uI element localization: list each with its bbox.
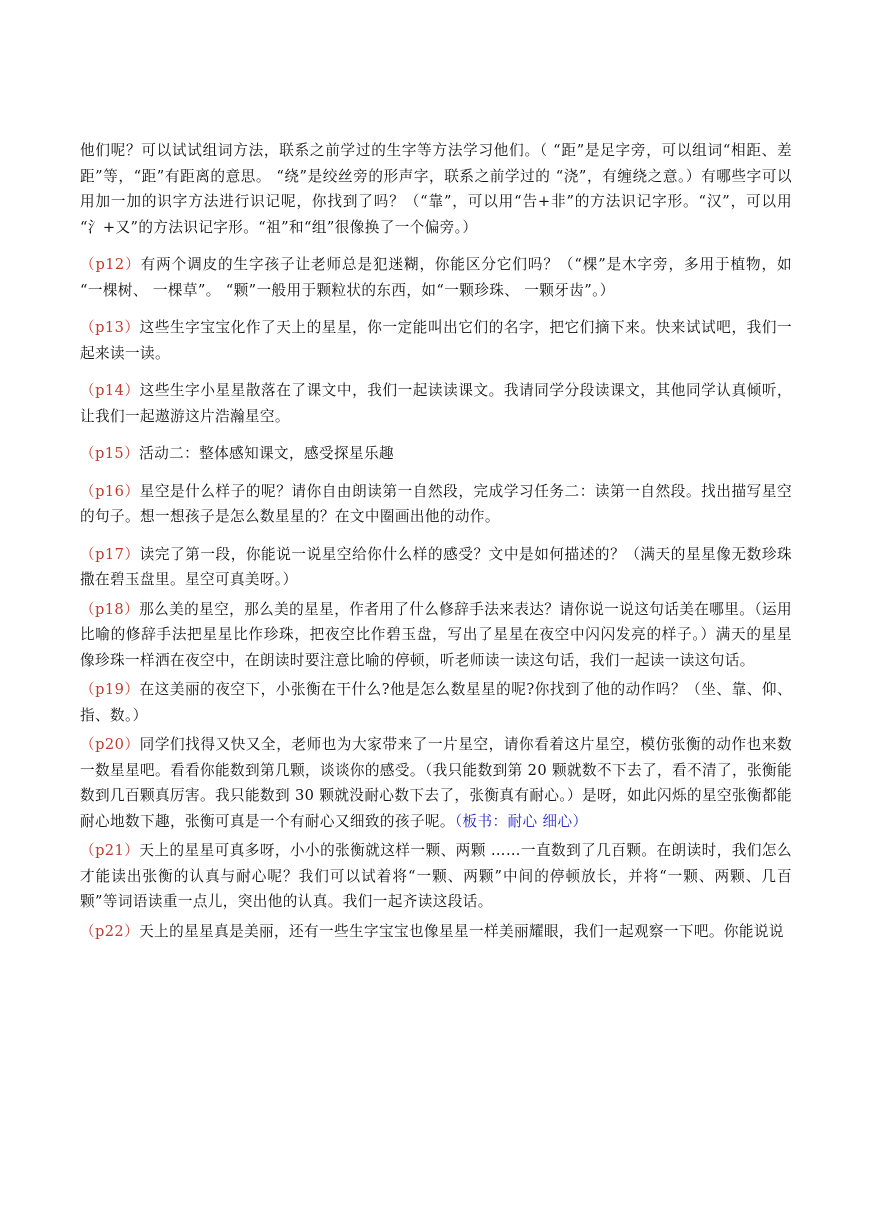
slide-tag: （p21） xyxy=(80,842,140,859)
paragraph-text: 星空是什么样子的呢？请你自由朗读第一自然段，完成学习任务二：读第一自然段。找出描写星空的句子。想一想孩子是怎么数星星的？在文中圈画出他的动作。 xyxy=(80,482,792,525)
paragraph-p19 xyxy=(80,677,792,728)
paragraph-p15 xyxy=(80,441,792,467)
slide-tag: （p16） xyxy=(80,482,140,500)
paragraph-p18 xyxy=(80,597,792,674)
paragraph-p20 xyxy=(80,732,792,834)
slide-tag: （p12） xyxy=(80,256,141,273)
paragraph-text: 在这美丽的夜空下，小张衡在干什么?他是怎么数星星的呢?你找到了他的动作吗？（坐、靠、仰、指、数。） xyxy=(80,681,792,724)
slide-tag: （p13） xyxy=(80,319,140,336)
paragraph-text: 活动二：整体感知课文，感受探星乐趣 xyxy=(139,445,395,462)
document-page xyxy=(80,138,792,944)
paragraph-text: 那么美的星空，那么美的星星，作者用了什么修辞手法来表达？请你说一说这句话美在哪里。（运用比喻的修辞手法把星星比作珍珠，把夜空比作碧玉盘，写出了星星在夜空中闪闪发亮的样子。）满天的星星像珍珠一样洒在夜空中，在朗读时要注意比喻的停顿，听老师读一读这句话，我们一起读一读这句话。 xyxy=(80,600,792,669)
slide-tag: （p15） xyxy=(80,445,140,462)
paragraph-text: 他们呢？可以试试组词方法，联系之前学过的生字等方法学习他们。（ “距”是足字旁，可以组词“相距、差距”等，“距”有距离的意思。 “绕”是绞丝旁的形声字，联系之前学过的 “浇”，有缠绕之意。）有哪些字可以用加一加的识字方法进行识记呢，你找到了吗？（“靠”，可以用“告+非”的方法识记字形。“汉”，可以用 “氵+又”的方法识记字形。“祖”和“组”很像换了一个偏旁。） xyxy=(80,142,792,236)
paragraph-text: 读完了第一段，你能说一说星空给你什么样的感受？文中是如何描述的？（满天的星星像无数珍珠撒在碧玉盘里。星空可真美呀。） xyxy=(80,545,792,588)
paragraph-text: 天上的星星可真多呀，小小的张衡就这样一颗、两颗 ……一直数到了几百颗。在朗读时，我们怎么才能读出张衡的认真与耐心呢？我们可以试着将“一颗、两颗”中间的停顿放长，并将“一颗、两颗、几百颗”等词语读重一点儿，突出他的认真。我们一起齐读这段话。 xyxy=(80,842,792,910)
paragraph-p17 xyxy=(80,542,792,593)
paragraph-p21 xyxy=(80,838,792,915)
slide-tag: （p14） xyxy=(80,382,140,399)
paragraph-text: 有两个调皮的生字孩子让老师总是犯迷糊，你能区分它们吗？（“棵”是木字旁，多用于植物，如 “一棵树、 一棵草”。 “颗”一般用于颗粒状的东西，如“一颗珍珠、 一颗牙齿”。） xyxy=(80,256,792,299)
paragraph-text: 天上的星星真是美丽，还有一些生字宝宝也像星星一样美丽耀眼，我们一起观察一下吧。你能说说 xyxy=(139,922,784,940)
slide-tag: （p19） xyxy=(80,681,140,698)
paragraph-text: 这些生字宝宝化作了天上的星星，你一定能叫出它们的名字，把它们摘下来。快来试试吧，我们一起来读一读。 xyxy=(80,319,792,362)
paragraph-intro xyxy=(80,138,792,240)
paragraph-p22 xyxy=(80,919,792,945)
paragraph-p12 xyxy=(80,252,792,303)
slide-tag: （p20） xyxy=(80,736,140,753)
paragraph-text: 同学们找得又快又全，老师也为大家带来了一片星空，请你看着这片星空，模仿张衡的动作也来数一数星星吧。看看你能数到第几颗，谈谈你的感受。（我只能数到第 20 颗就数不下去了，看不清了，张衡能数到几百颗真厉害。我只能数到 30 颗就没耐心数下去了，张衡真有耐心。）是呀，如此闪烁的星空张衡都能耐心地数下趣，张衡可真是一个有耐心又细致的孩子呢。 xyxy=(80,736,792,830)
slide-tag: （p22） xyxy=(80,922,140,940)
paragraph-text: 这些生字小星星散落在了课文中，我们一起读读课文。我请同学分段读课文，其他同学认真倾听，让我们一起遨游这片浩瀚星空。 xyxy=(80,382,792,425)
paragraph-p16 xyxy=(80,479,792,530)
paragraph-p14 xyxy=(80,378,792,429)
paragraph-p13 xyxy=(80,315,792,366)
board-note: （板书：耐心 细心） xyxy=(454,812,588,830)
slide-tag: （p18） xyxy=(80,600,140,618)
slide-tag: （p17） xyxy=(80,545,140,563)
